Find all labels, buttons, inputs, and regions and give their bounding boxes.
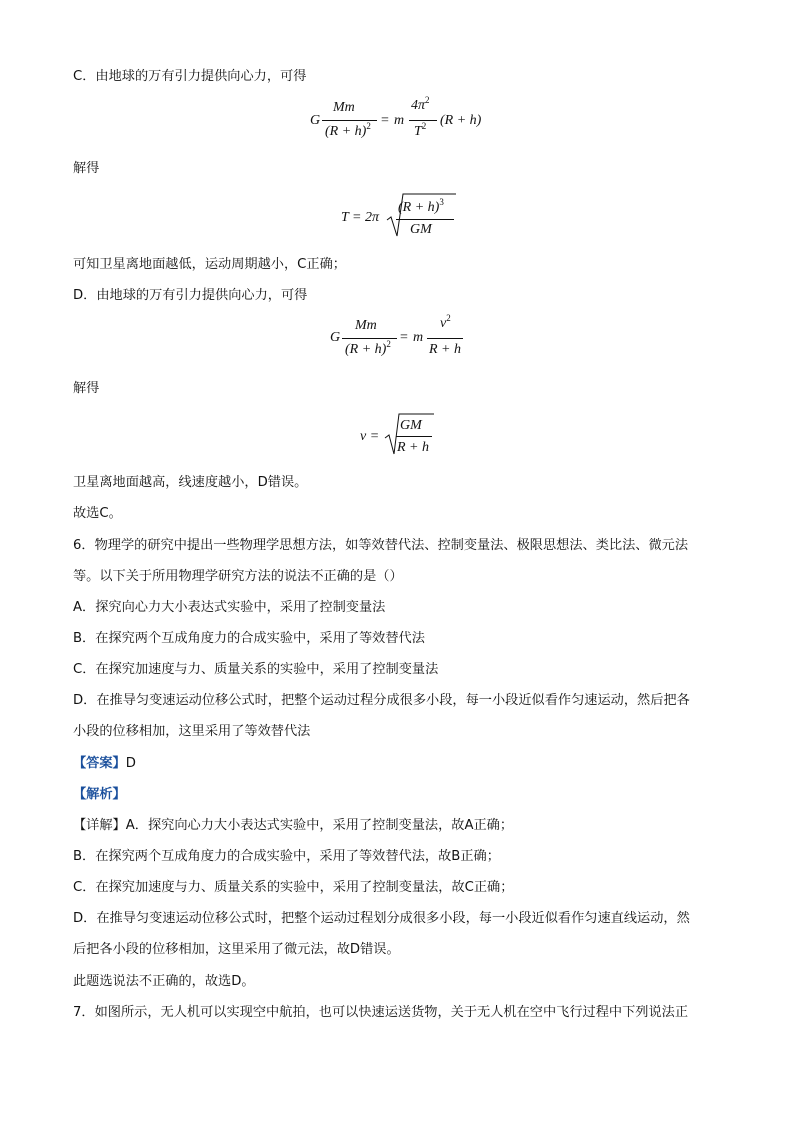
d-solve: 解得 — [73, 381, 100, 396]
c-conclusion: 可知卫星离地面越低，运动周期越小，C正确； — [73, 257, 346, 272]
d-conclusion: 卫星离地面越高，线速度越小，D错误。 — [73, 475, 308, 490]
q6-option-b: B．在探究两个互成角度力的合成实验中，采用了等效替代法 — [73, 631, 425, 646]
q6-option-a: A．探究向心力大小表达式实验中，采用了控制变量法 — [73, 600, 386, 615]
eq3-num: Mm — [355, 318, 377, 333]
q5-choice: 故选C。 — [73, 506, 122, 521]
q6-option-d-line2: 小段的位移相加，这里采用了等效替代法 — [73, 724, 311, 739]
eq3-den2: R + h — [429, 342, 461, 357]
eq4-den: R + h — [397, 440, 429, 455]
eq3-den: $(R + h)^2$ — [345, 339, 391, 357]
answer-tag: 【答案】 — [73, 756, 126, 771]
eq3-g: G — [330, 330, 341, 345]
eq3-m: m — [413, 330, 424, 345]
analysis-tag: 【解析】 — [73, 787, 126, 802]
answer-line — [73, 755, 136, 773]
eq1-num: Mm — [333, 100, 355, 115]
eq2-num: $(R + h)^3$ — [398, 197, 444, 215]
eq1-equals: = — [381, 113, 389, 128]
detail-d-line2: 后把各小段的位移相加，这里采用了微元法，故D错误。 — [73, 942, 400, 957]
q6-choice: 此题选说法不正确的，故选D。 — [73, 974, 255, 989]
eq2-lhs: T = 2π — [341, 210, 379, 225]
q7-stem: 7．如图所示，无人机可以实现空中航拍，也可以快速运送货物，关于无人机在空中飞行过程中下列说法正 — [73, 1005, 689, 1020]
q6-stem-line1: 6．物理学的研究中提出一些物理学思想方法，如等效替代法、控制变量法、极限思想法、类比法、微元法 — [73, 538, 689, 553]
eq3-num2: $v^2$ — [440, 313, 451, 331]
eq3-equals: = — [400, 330, 408, 345]
c-intro: C．由地球的万有引力提供向心力，可得 — [73, 69, 307, 84]
detail-b: B．在探究两个互成角度力的合成实验中，采用了等效替代法，故B正确； — [73, 849, 500, 864]
detail-tag: 【详解】 — [73, 818, 126, 833]
q6-option-c: C．在探究加速度与力、质量关系的实验中，采用了控制变量法 — [73, 662, 439, 677]
detail-a-line — [73, 817, 513, 835]
eq4-lhs: v = — [360, 429, 380, 444]
eq1-den: $(R + h)^2$ — [325, 121, 371, 139]
eq4-num: GM — [400, 418, 422, 433]
analysis-line — [73, 786, 126, 804]
eq1-m: m — [394, 113, 405, 128]
eq2-den: GM — [410, 222, 432, 237]
q6-option-d-line1: D．在推导匀变速运动位移公式时，把整个运动过程分成很多小段，每一小段近似看作匀速运动，然后把各 — [73, 693, 690, 708]
eq1-g: G — [310, 113, 321, 128]
eq1-tail: (R + h) — [440, 113, 482, 128]
eq1-den2: $T^2$ — [414, 121, 427, 139]
eq1-num2: $4\pi^2$ — [411, 95, 430, 113]
d-intro: D．由地球的万有引力提供向心力，可得 — [73, 288, 308, 303]
q6-stem-line2: 等。以下关于所用物理学研究方法的说法不正确的是（） — [73, 569, 403, 584]
detail-c: C．在探究加速度与力、质量关系的实验中，采用了控制变量法，故C正确； — [73, 880, 514, 895]
detail-d-line1: D．在推导匀变速运动位移公式时，把整个运动过程划分成很多小段，每一小段近似看作匀速直线运动，然 — [73, 911, 690, 926]
c-solve: 解得 — [73, 161, 100, 176]
detail-a: A．探究向心力大小表达式实验中，采用了控制变量法，故A正确； — [125, 818, 514, 833]
answer-value: D — [125, 756, 136, 771]
